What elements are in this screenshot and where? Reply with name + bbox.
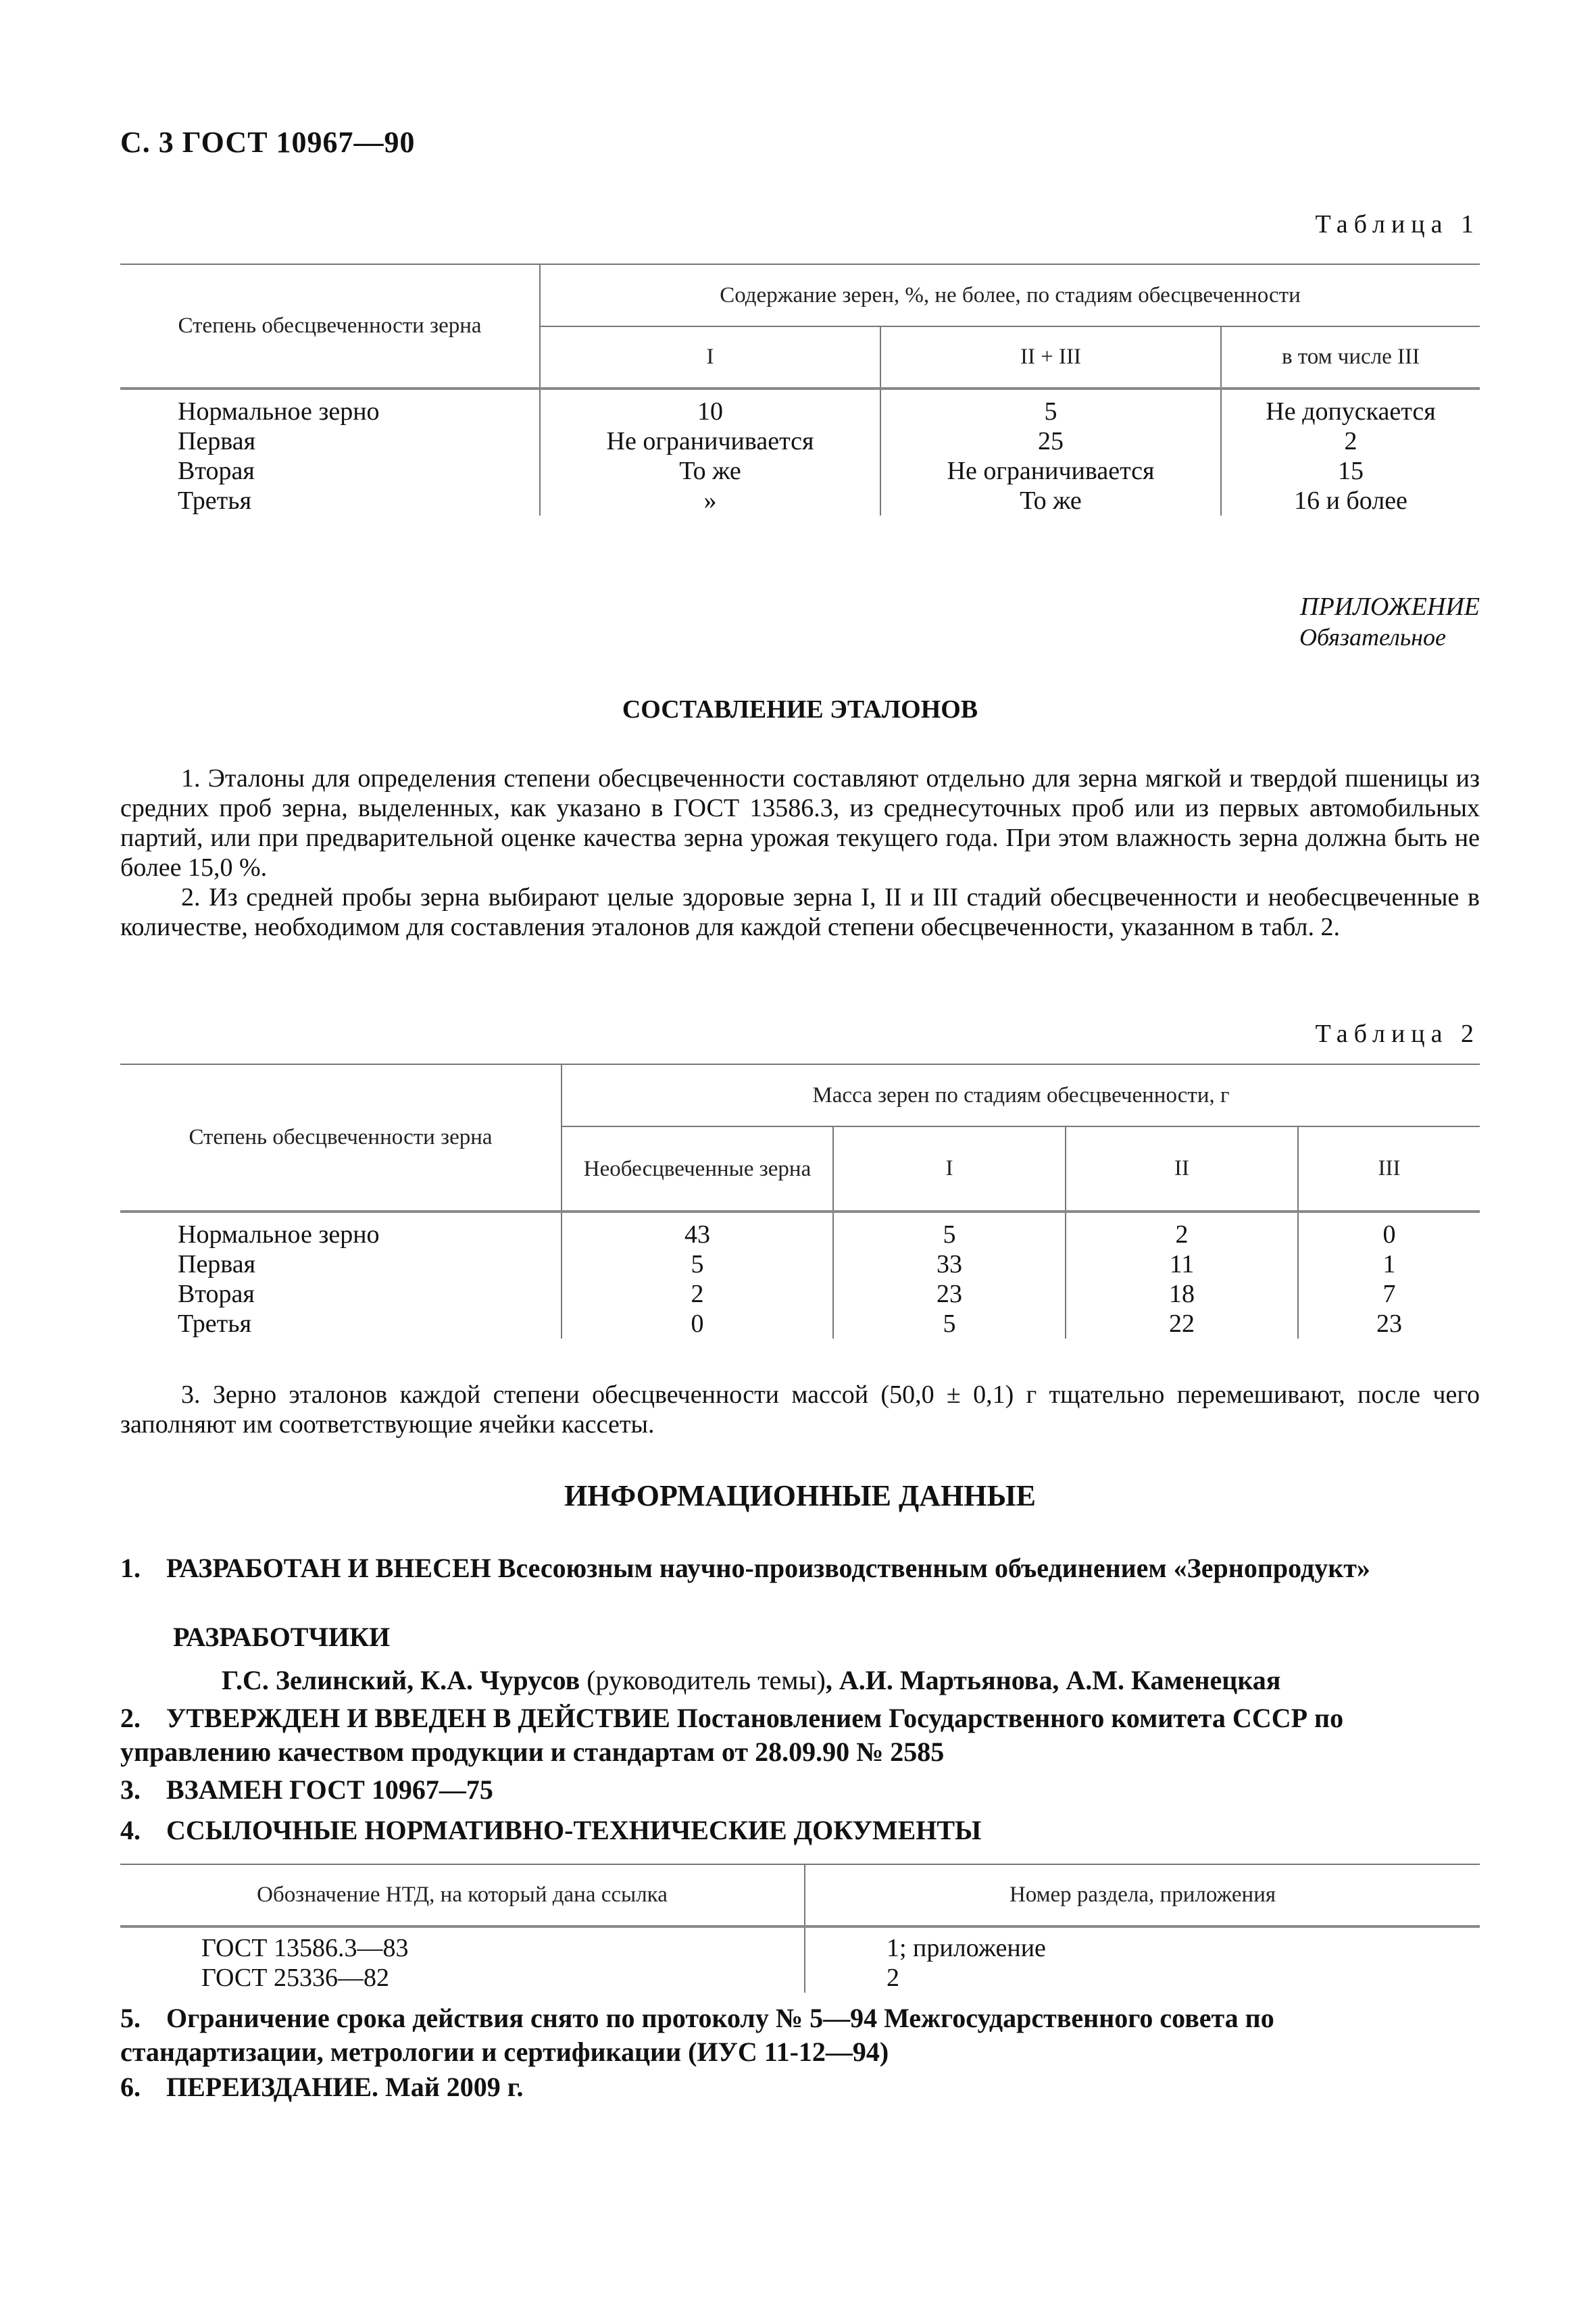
table2-col-4: III bbox=[1298, 1126, 1480, 1212]
appendix-subtitle: Обязательное bbox=[1299, 624, 1446, 651]
table-row: ГОСТ 13586.3—83 1; приложение bbox=[120, 1926, 1480, 1963]
table2-rowhead: Степень обесцвеченности зерна bbox=[120, 1064, 562, 1212]
table-row: Нормальное зерно 10 5 Не допускается bbox=[120, 389, 1480, 426]
developers-names: Г.С. Зелинский, К.А. Чурусов (руководитель темы), А.И. Мартьянова, А.М. Каменецкая bbox=[222, 1665, 1281, 1695]
table-row: Вторая То же Не ограничивается 15 bbox=[120, 456, 1480, 486]
table-row: Первая 5 33 11 1 bbox=[120, 1249, 1480, 1279]
table2 bbox=[120, 1064, 1480, 1339]
paragraph-2: 2. Из средней пробы зерна выбирают целые здоровые зерна I, II и III стадий обесцвеченности и необесцвеченные в количестве, необходимом для составления эталонов для каждой степени обесцвеченности, указанном в табл. 2. bbox=[120, 883, 1480, 941]
info-item-4: 4. ССЫЛОЧНЫЕ НОРМАТИВНО-ТЕХНИЧЕСКИЕ ДОКУМЕНТЫ bbox=[120, 1815, 982, 1845]
table3-col-1: Обозначение НТД, на который дана ссылка bbox=[120, 1864, 805, 1926]
table-row: Первая Не ограничивается 25 2 bbox=[120, 426, 1480, 456]
section-title: СОСТАВЛЕНИЕ ЭТАЛОНОВ bbox=[622, 695, 978, 724]
table1 bbox=[120, 264, 1480, 516]
table1-rowhead: Степень обесцвеченности зерна bbox=[120, 264, 540, 389]
info-item-6: 6. ПЕРЕИЗДАНИЕ. Май 2009 г. bbox=[120, 2072, 524, 2102]
developers-label: РАЗРАБОТЧИКИ bbox=[173, 1622, 391, 1652]
table-row: Вторая 2 23 18 7 bbox=[120, 1279, 1480, 1309]
info-item-1: 1. РАЗРАБОТАН И ВНЕСЕН Всесоюзным научно-производственным объединением «Зернопродукт» bbox=[120, 1553, 1370, 1583]
table3 bbox=[120, 1864, 1480, 1993]
info-item-3: 3. ВЗАМЕН ГОСТ 10967—75 bbox=[120, 1774, 493, 1805]
paragraph-3: 3. Зерно эталонов каждой степени обесцвеченности массой (50,0 ± 0,1) г тщательно перемешивают, после чего заполняют им соответствующие ячейки кассеты. bbox=[120, 1380, 1480, 1439]
table-row: Третья » То же 16 и более bbox=[120, 486, 1480, 516]
table3-col-2: Номер раздела, приложения bbox=[805, 1864, 1480, 1926]
table1-col-2: II + III bbox=[880, 326, 1221, 389]
page-header: С. 3 ГОСТ 10967—90 bbox=[120, 126, 416, 159]
table2-col-3: II bbox=[1066, 1126, 1298, 1212]
paragraph-1: 1. Эталоны для определения степени обесцвеченности составляют отдельно для зерна мягкой и твердой пшеницы из средних проб зерна, выделенных, как указано в ГОСТ 13586.3, из среднесуточных проб или из первых автомобильных партий, или при предварительной оценке качества зерна урожая текущего года. При этом влажность зерна должна быть не более 15,0 %. bbox=[120, 764, 1480, 882]
table1-col-1: I bbox=[540, 326, 880, 389]
table-row: ГОСТ 25336—82 2 bbox=[120, 1963, 1480, 1993]
info-item-2: 2. УТВЕРЖДЕН И ВВЕДЕН В ДЕЙСТВИЕ Постановлением Государственного комитета СССР по управлению качеством продукции и стандартам от 28.09.90 № 2585 bbox=[120, 1703, 1344, 1767]
table1-col-3: в том числе III bbox=[1221, 326, 1480, 389]
table2-col-2: I bbox=[833, 1126, 1066, 1212]
table2-caption: Таблица 2 bbox=[1315, 1020, 1480, 1048]
table1-grouphead: Содержание зерен, %, не более, по стадиям обесцвеченности bbox=[540, 264, 1480, 326]
table2-grouphead: Масса зерен по стадиям обесцвеченности, г bbox=[562, 1064, 1480, 1126]
appendix-title: ПРИЛОЖЕНИЕ bbox=[1300, 593, 1480, 621]
info-title: ИНФОРМАЦИОННЫЕ ДАННЫЕ bbox=[564, 1479, 1037, 1512]
table-row: Нормальное зерно 43 5 2 0 bbox=[120, 1212, 1480, 1249]
table-row: Третья 0 5 22 23 bbox=[120, 1309, 1480, 1339]
info-item-5: 5. Ограничение срока действия снято по протоколу № 5—94 Межгосударственного совета по стандартизации, метрологии и сертификации (ИУС 11-12—94) bbox=[120, 2003, 1274, 2067]
table2-col-1: Необесцвеченные зерна bbox=[562, 1126, 833, 1212]
table1-caption: Таблица 1 bbox=[1315, 210, 1480, 239]
